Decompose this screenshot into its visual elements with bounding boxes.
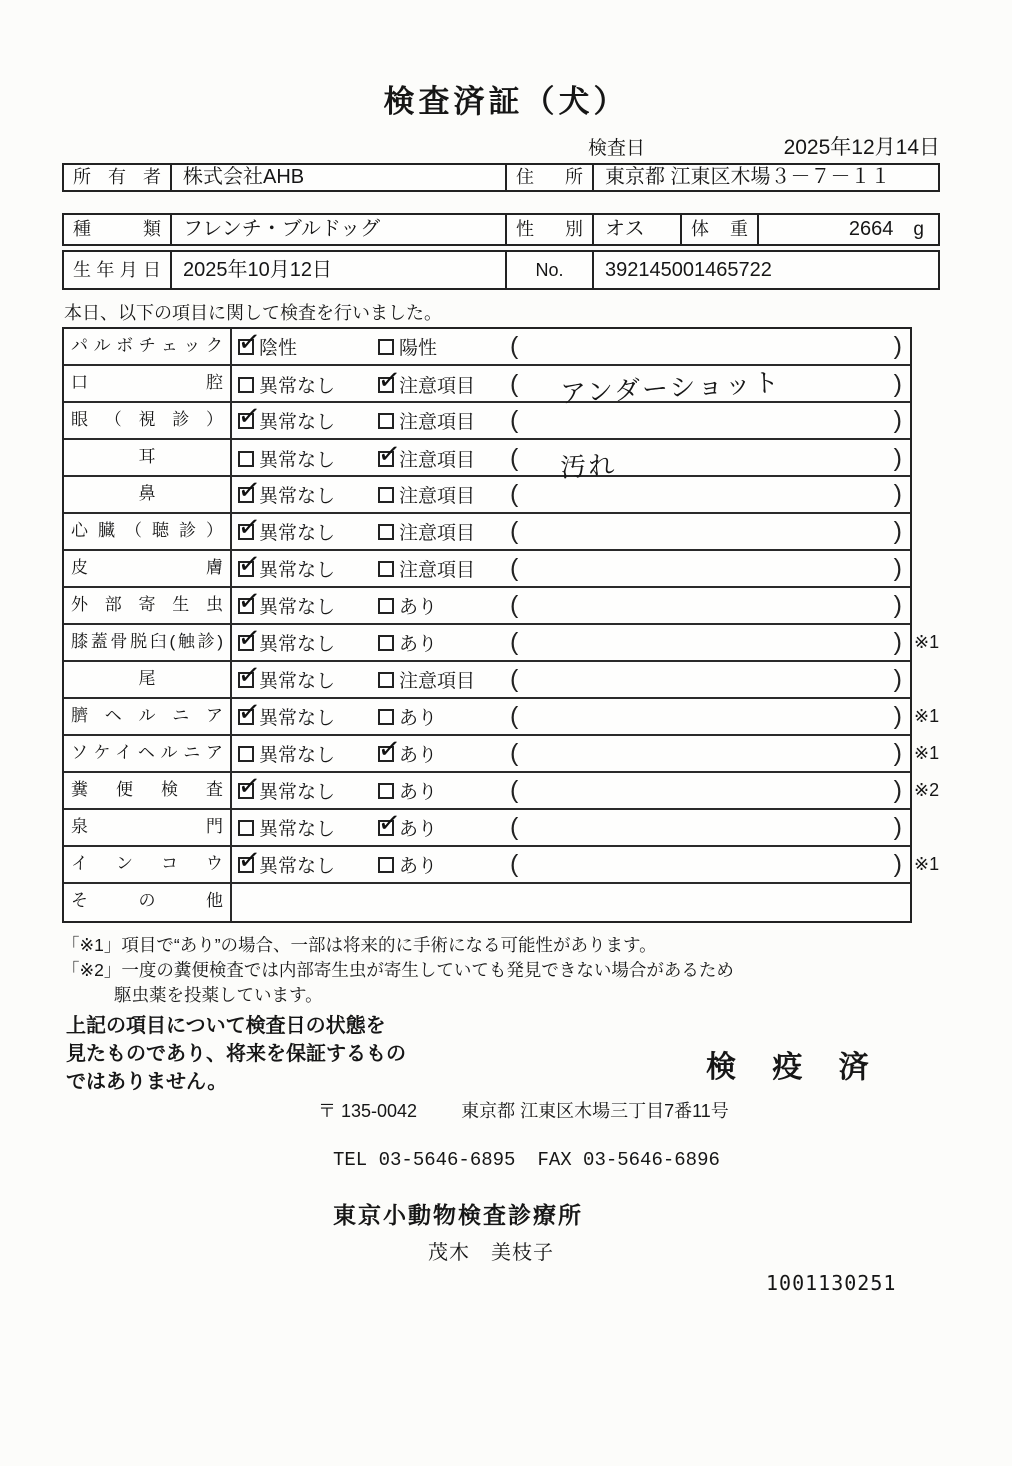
- close-paren-icon: ): [893, 776, 902, 804]
- checkbox-option2[interactable]: [378, 709, 394, 725]
- option2-label: 注意項目: [399, 486, 476, 507]
- footnote-mark: ※1: [914, 632, 940, 652]
- weight-number: 2664: [848, 218, 894, 240]
- clinic-tel: TEL 03-5646-6895: [333, 1149, 516, 1171]
- option2-label: あり: [399, 634, 438, 655]
- checkbox-option1[interactable]: [238, 672, 254, 688]
- weight-unit: g: [913, 219, 924, 240]
- close-paren-icon: ): [893, 813, 902, 841]
- option1-label: 異常なし: [259, 486, 336, 507]
- option2-label: 陽性: [399, 338, 438, 359]
- inspection-row: [64, 403, 910, 440]
- no-value: 392145001465722: [605, 259, 772, 281]
- page-title: 検査済証（犬）: [383, 84, 629, 119]
- option2-label: 注意項目: [399, 450, 476, 471]
- inspection-row: [64, 847, 940, 884]
- footnote-1: 「※1」項目で“あり”の場合、一部は将来的に手術になる可能性があります。: [62, 935, 657, 955]
- disclaimer-line1: 上記の項目について検査日の状態を: [66, 1015, 386, 1037]
- checkbox-option2[interactable]: [378, 820, 394, 836]
- checkbox-option2[interactable]: [378, 672, 394, 688]
- inspection-row: [64, 810, 910, 847]
- handwritten-note: 汚れ: [559, 449, 618, 483]
- inspection-row: [64, 736, 940, 773]
- checkbox-option1[interactable]: [238, 524, 254, 540]
- inspection-item-label: 膝蓋骨脱臼(触診): [64, 625, 232, 660]
- inspection-row: [64, 440, 910, 483]
- inspection-row: [64, 625, 940, 662]
- open-paren-icon: (: [510, 850, 519, 878]
- option2-group: [378, 666, 510, 693]
- inspection-item-label: パルボチェック: [64, 329, 232, 364]
- quarantine-stamp: 検 疫 済: [706, 1051, 883, 1084]
- disclaimer: [66, 1012, 406, 1096]
- option1-label: 異常なし: [259, 560, 336, 581]
- option2-group: [378, 629, 510, 656]
- option1-label: 異常なし: [259, 412, 336, 433]
- handwritten-note: [519, 485, 894, 505]
- option2-label: あり: [399, 708, 438, 729]
- inspection-item-label: 皮膚: [64, 551, 232, 586]
- checkbox-option2[interactable]: [378, 451, 394, 467]
- inspection-item-label: 心臓（聴診）: [64, 514, 232, 549]
- sex-label: 性別: [507, 215, 594, 244]
- veterinarian-name: 茂木 美枝子: [428, 1242, 554, 1264]
- checkbox-option2[interactable]: [378, 487, 394, 503]
- option1-group: [238, 777, 378, 804]
- option2-group: [378, 703, 510, 730]
- open-paren-icon: (: [510, 739, 519, 767]
- option1-group: [238, 666, 378, 693]
- clinic-fax: FAX 03-5646-6896: [537, 1149, 720, 1171]
- inspection-date-value: 2025年12月14日: [783, 136, 940, 159]
- owner-label: 所有者: [64, 165, 172, 190]
- close-paren-icon: ): [893, 702, 902, 730]
- checkbox-option2[interactable]: [378, 413, 394, 429]
- close-paren-icon: ): [893, 628, 902, 656]
- breed-value: フレンチ・ブルドッグ: [172, 215, 507, 244]
- checkbox-option1[interactable]: [238, 377, 254, 393]
- option2-group: [378, 518, 510, 545]
- checkbox-option2[interactable]: [378, 783, 394, 799]
- option1-label: 陰性: [259, 338, 298, 359]
- handwritten-note: [519, 522, 894, 542]
- inspection-item-label: インコウ: [64, 847, 232, 882]
- option1-label: 異常なし: [259, 819, 336, 840]
- birthdate-value: 2025年10月12日: [172, 252, 507, 288]
- address-label: 住所: [507, 165, 594, 190]
- open-paren-icon: (: [510, 776, 519, 804]
- handwritten-note: [519, 559, 894, 579]
- option1-group: [238, 481, 378, 508]
- option2-group: [378, 777, 510, 804]
- option1-label: 異常なし: [259, 634, 336, 655]
- footnote-mark: ※2: [914, 780, 940, 800]
- inspection-date-label: 検査日: [588, 138, 646, 159]
- option1-group: [238, 740, 378, 767]
- inspection-item-label: 尾: [64, 662, 232, 697]
- option2-group: [378, 592, 510, 619]
- breed-table: [62, 213, 940, 246]
- option1-group: [238, 407, 378, 434]
- handwritten-note: [519, 337, 894, 357]
- checkbox-option1[interactable]: [238, 339, 254, 355]
- clinic-address: 東京都 江東区木場三丁目7番11号: [461, 1101, 729, 1121]
- option1-label: 異常なし: [259, 708, 336, 729]
- checkbox-option1[interactable]: [238, 561, 254, 577]
- birthdate-label: 生年月日: [64, 252, 172, 288]
- handwritten-note: [519, 707, 894, 727]
- handwritten-note: [519, 744, 894, 764]
- inspection-row: [64, 773, 940, 810]
- inspection-item-label: その他: [64, 884, 232, 921]
- postal-code: 〒 135-0042: [318, 1101, 418, 1121]
- open-paren-icon: (: [510, 406, 519, 434]
- option1-group: [238, 518, 378, 545]
- handwritten-note: アンダーショット: [559, 367, 782, 409]
- no-label: No.: [507, 252, 594, 288]
- option1-group: [238, 851, 378, 878]
- checkbox-option2[interactable]: [378, 377, 394, 393]
- option2-group: [378, 445, 510, 472]
- inspection-row: [64, 514, 910, 551]
- option2-group: [378, 555, 510, 582]
- close-paren-icon: ): [893, 332, 902, 360]
- checkbox-option1[interactable]: [238, 783, 254, 799]
- close-paren-icon: ): [893, 739, 902, 767]
- option2-label: 注意項目: [399, 671, 476, 692]
- disclaimer-line2: 見たものであり、将来を保証するもの: [66, 1043, 406, 1065]
- clinic-name: 東京小動物検査診療所: [333, 1202, 583, 1228]
- open-paren-icon: (: [510, 444, 519, 472]
- option1-group: [238, 592, 378, 619]
- inspection-item-label: 泉門: [64, 810, 232, 845]
- handwritten-note: [519, 596, 894, 616]
- footnote-mark: ※1: [914, 743, 940, 763]
- handwritten-note: [519, 411, 894, 431]
- handwritten-note: [519, 633, 894, 653]
- close-paren-icon: ): [893, 850, 902, 878]
- close-paren-icon: ): [893, 517, 902, 545]
- option2-group: [378, 851, 510, 878]
- close-paren-icon: ): [893, 370, 902, 398]
- open-paren-icon: (: [510, 665, 519, 693]
- option1-label: 異常なし: [259, 782, 336, 803]
- option2-label: 注意項目: [399, 412, 476, 433]
- inspection-item-label: 口腔: [64, 366, 232, 403]
- close-paren-icon: ): [893, 406, 902, 434]
- checkbox-option1[interactable]: [238, 598, 254, 614]
- option2-group: [378, 333, 510, 360]
- footnote-mark: ※1: [914, 854, 940, 874]
- birthdate-table: [62, 250, 940, 290]
- handwritten-note: [519, 781, 894, 801]
- inspection-row: [64, 662, 910, 699]
- inspection-item-label: 耳: [64, 440, 232, 477]
- option1-label: 異常なし: [259, 856, 336, 877]
- inspection-row: [64, 329, 910, 366]
- option2-label: 注意項目: [399, 560, 476, 581]
- weight-value: [759, 215, 938, 244]
- inspection-row: [64, 477, 910, 514]
- checkbox-option2[interactable]: [378, 339, 394, 355]
- disclaimer-line3: ではありません。: [66, 1071, 228, 1093]
- checkbox-option1[interactable]: [238, 635, 254, 651]
- breed-label: 種類: [64, 215, 172, 244]
- open-paren-icon: (: [510, 628, 519, 656]
- handwritten-note: [519, 855, 894, 875]
- footnote-3: 駆虫薬を投薬しています。: [114, 985, 323, 1005]
- clinic-phone-row: [333, 1149, 720, 1171]
- inspection-row: [64, 699, 940, 736]
- inspection-table: [62, 327, 940, 923]
- close-paren-icon: ): [893, 554, 902, 582]
- open-paren-icon: (: [510, 480, 519, 508]
- close-paren-icon: ): [893, 591, 902, 619]
- inspection-item-label: 眼（視診）: [64, 403, 232, 438]
- inspection-item-label: 鼻: [64, 477, 232, 512]
- option1-label: 異常なし: [259, 376, 336, 397]
- option2-label: 注意項目: [399, 523, 476, 544]
- option2-label: あり: [399, 819, 438, 840]
- footnote-mark: ※1: [914, 706, 940, 726]
- handwritten-note: [519, 818, 894, 838]
- option1-group: [238, 814, 378, 841]
- open-paren-icon: (: [510, 813, 519, 841]
- clinic-address-row: [318, 1097, 729, 1123]
- open-paren-icon: (: [510, 702, 519, 730]
- handwritten-note: [519, 670, 894, 690]
- option2-group: [378, 814, 510, 841]
- close-paren-icon: ): [893, 480, 902, 508]
- checkbox-option1[interactable]: [238, 746, 254, 762]
- option2-group: [378, 407, 510, 434]
- checkbox-option2[interactable]: [378, 746, 394, 762]
- footnote-2: 「※2」一度の糞便検査では内部寄生虫が寄生していても発見できない場合があるため: [62, 960, 734, 980]
- footnotes: [62, 933, 734, 1008]
- open-paren-icon: (: [510, 554, 519, 582]
- checkbox-option1[interactable]: [238, 451, 254, 467]
- checkbox-option1[interactable]: [238, 487, 254, 503]
- checkbox-option2[interactable]: [378, 598, 394, 614]
- close-paren-icon: ): [893, 444, 902, 472]
- owner-value: 株式会社AHB: [172, 165, 507, 190]
- open-paren-icon: (: [510, 370, 519, 398]
- sex-value: オス: [594, 215, 682, 244]
- option1-group: [238, 703, 378, 730]
- option2-label: あり: [399, 597, 438, 618]
- option2-label: あり: [399, 782, 438, 803]
- option1-label: 異常なし: [259, 671, 336, 692]
- intro-text: 本日、以下の項目に関して検査を行いました。: [64, 303, 442, 323]
- close-paren-icon: ): [893, 665, 902, 693]
- option2-group: [378, 481, 510, 508]
- option2-label: 注意項目: [399, 376, 476, 397]
- open-paren-icon: (: [510, 517, 519, 545]
- option1-label: 異常なし: [259, 597, 336, 618]
- checkbox-option2[interactable]: [378, 635, 394, 651]
- inspection-item-label: 外部寄生虫: [64, 588, 232, 623]
- option1-label: 異常なし: [259, 450, 336, 471]
- address-value: 東京都 江東区木場３－７－１１: [605, 166, 891, 188]
- serial-number: 1001130251: [766, 1271, 897, 1295]
- option2-label: あり: [399, 856, 438, 877]
- option1-label: 異常なし: [259, 745, 336, 766]
- checkbox-option1[interactable]: [238, 709, 254, 725]
- inspection-row: [64, 551, 910, 588]
- inspection-row: [64, 588, 910, 625]
- inspection-row: [64, 366, 910, 409]
- option2-label: あり: [399, 745, 438, 766]
- inspection-item-label: 糞便検査: [64, 773, 232, 808]
- option1-group: [238, 445, 378, 472]
- option1-label: 異常なし: [259, 523, 336, 544]
- inspection-item-label: 臍ヘルニア: [64, 699, 232, 734]
- option1-group: [238, 371, 378, 398]
- option1-group: [238, 629, 378, 656]
- checkbox-option1[interactable]: [238, 857, 254, 873]
- inspection-row: [64, 884, 910, 921]
- option2-group: [378, 371, 510, 398]
- owner-table: [62, 163, 940, 192]
- option1-group: [238, 555, 378, 582]
- weight-label: 体重: [682, 215, 759, 244]
- checkbox-option1[interactable]: [238, 413, 254, 429]
- open-paren-icon: (: [510, 591, 519, 619]
- checkbox-option2[interactable]: [378, 561, 394, 577]
- option2-group: [378, 740, 510, 767]
- checkbox-option2[interactable]: [378, 857, 394, 873]
- open-paren-icon: (: [510, 332, 519, 360]
- checkbox-option2[interactable]: [378, 524, 394, 540]
- option1-group: [238, 333, 378, 360]
- inspection-item-label: ソケイヘルニア: [64, 736, 232, 771]
- checkbox-option1[interactable]: [238, 820, 254, 836]
